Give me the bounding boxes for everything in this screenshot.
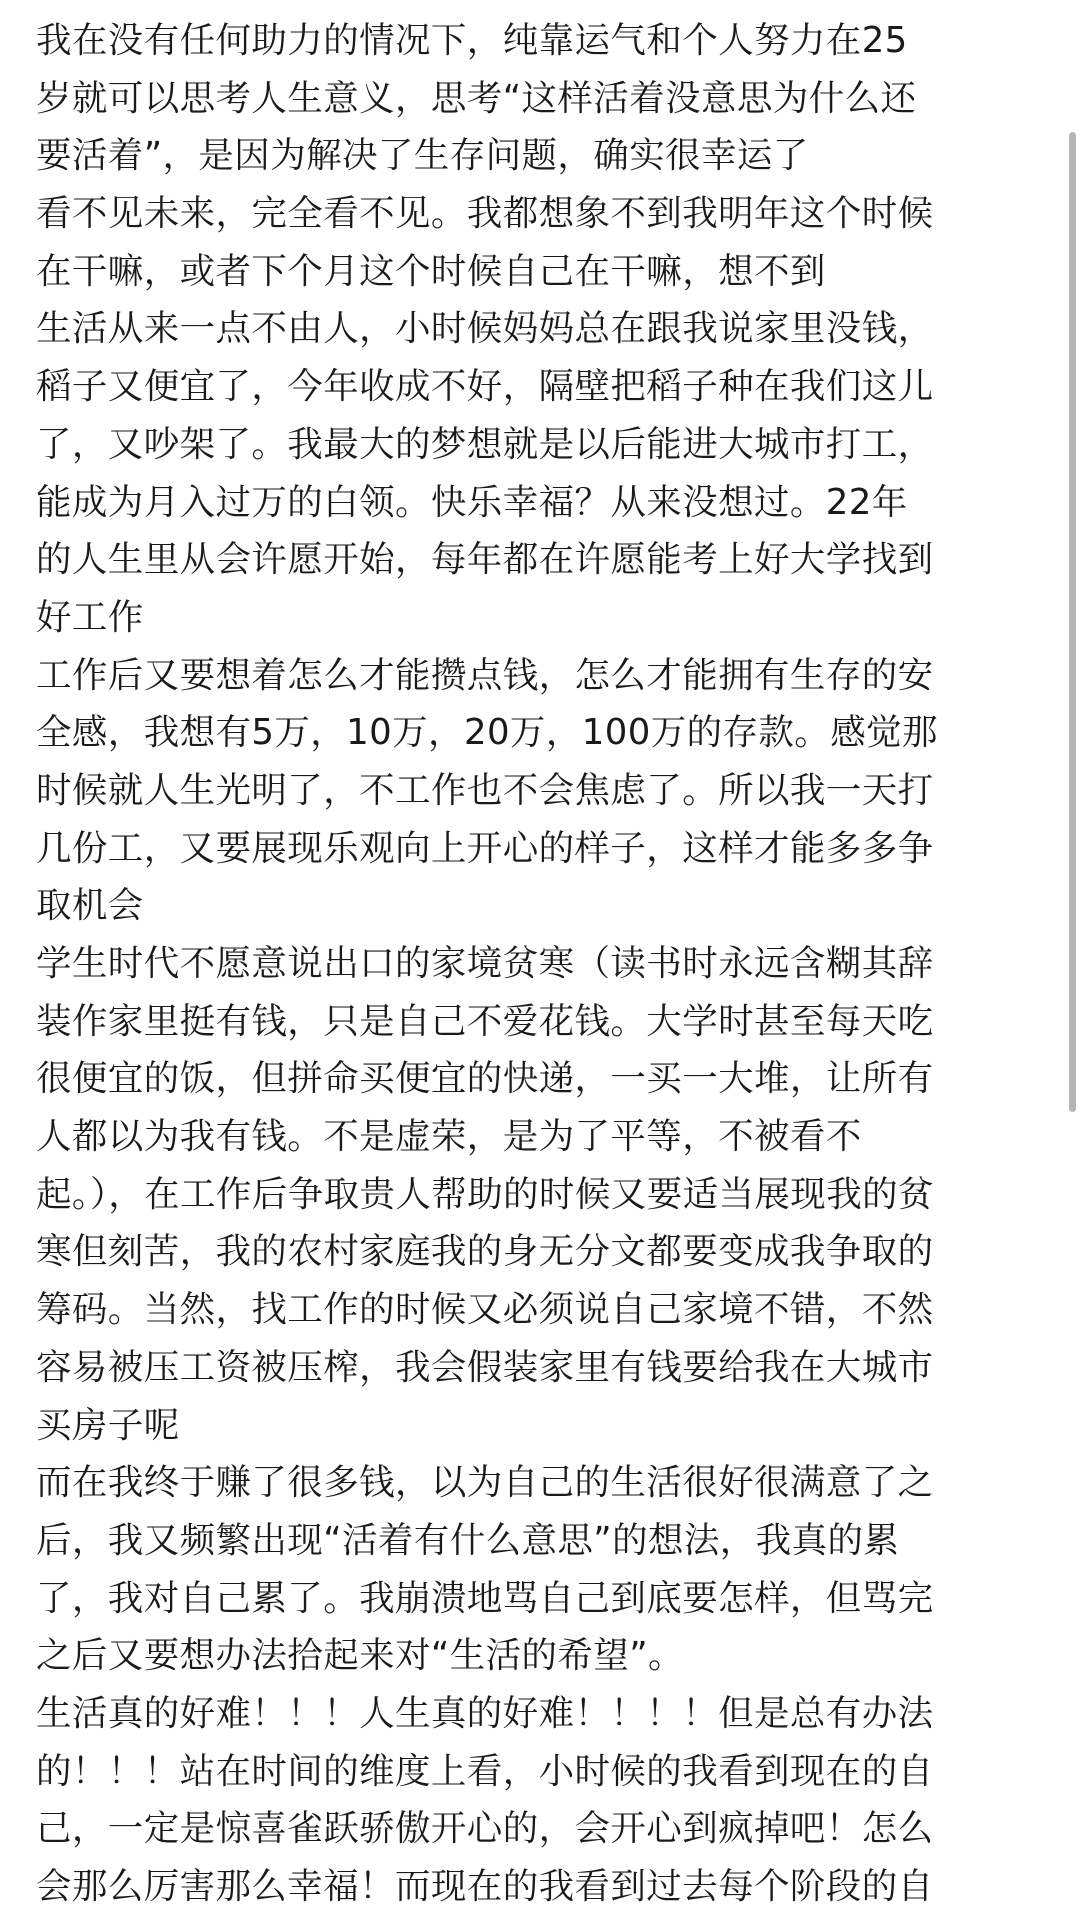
text-line: 很便宜的饭，但拼命买便宜的快递，一买一大堆，让所有 bbox=[36, 1058, 934, 1100]
paragraph-1 bbox=[36, 12, 1036, 185]
text-line: 而在我终于赚了很多钱，以为自己的生活很好很满意了之 bbox=[36, 1462, 934, 1504]
text-line: 岁就可以思考人生意义，思考“这样活着没意思为什么还 bbox=[36, 77, 917, 119]
text-line: 了，又吵架了。我最大的梦想就是以后能进大城市打工， bbox=[36, 423, 934, 465]
text-line: 要活着”，是因为解决了生存问题，确实很幸运了 bbox=[36, 135, 809, 177]
text-line: 稻子又便宜了，今年收成不好，隔壁把稻子种在我们这儿 bbox=[36, 366, 934, 408]
text-line: 筹码。当然，找工作的时候又必须说自己家境不错，不然 bbox=[36, 1289, 934, 1331]
text-line: 己，一定是惊喜雀跃骄傲开心的，会开心到疯掉吧！怎么 bbox=[36, 1808, 934, 1850]
article-body bbox=[36, 12, 1036, 1916]
paragraph-5 bbox=[36, 935, 1036, 1454]
text-line: 全感，我想有5万，10万，20万，100万的存款。感觉那 bbox=[36, 712, 938, 754]
text-line: 看不见未来，完全看不见。我都想象不到我明年这个时候 bbox=[36, 193, 934, 235]
paragraph-3 bbox=[36, 300, 1036, 646]
text-line: 人都以为我有钱。不是虚荣，是为了平等，不被看不 bbox=[36, 1116, 862, 1158]
vertical-scrollbar[interactable] bbox=[1069, 132, 1076, 1112]
text-line: 好工作 bbox=[36, 596, 144, 638]
text-line: 了，我对自己累了。我崩溃地骂自己到底要怎样，但骂完 bbox=[36, 1577, 934, 1619]
text-line: 的人生里从会许愿开始，每年都在许愿能考上好大学找到 bbox=[36, 539, 934, 581]
text-line: 时候就人生光明了，不工作也不会焦虑了。所以我一天打 bbox=[36, 769, 934, 811]
text-line: 会那么厉害那么幸福！而现在的我看到过去每个阶段的自 bbox=[36, 1866, 934, 1907]
text-line: 装作家里挺有钱，只是自己不爱花钱。大学时甚至每天吃 bbox=[36, 1000, 934, 1042]
paragraph-2 bbox=[36, 185, 1036, 300]
text-line: 我在没有任何助力的情况下，纯靠运气和个人努力在25 bbox=[36, 20, 908, 61]
text-line: 几份工，又要展现乐观向上开心的样子，这样才能多多争 bbox=[36, 827, 934, 869]
text-line: 买房子呢 bbox=[36, 1404, 180, 1446]
paragraph-7 bbox=[36, 1685, 1036, 1916]
text-line: 生活从来一点不由人，小时候妈妈总在跟我说家里没钱， bbox=[36, 308, 934, 350]
text-line: 之后又要想办法拾起来对“生活的希望”。 bbox=[36, 1635, 684, 1677]
text-line: 的！！！站在时间的维度上看，小时候的我看到现在的自 bbox=[36, 1750, 934, 1792]
text-line: 能成为月入过万的白领。快乐幸福？从来没想过。22年 bbox=[36, 481, 908, 523]
text-line: 容易被压工资被压榨，我会假装家里有钱要给我在大城市 bbox=[36, 1346, 934, 1388]
text-line: 在干嘛，或者下个月这个时候自己在干嘛，想不到 bbox=[36, 250, 826, 292]
text-line: 寒但刻苦，我的农村家庭我的身无分文都要变成我争取的 bbox=[36, 1231, 934, 1273]
text-line: 取机会 bbox=[36, 885, 144, 927]
text-line: 学生时代不愿意说出口的家境贫寒（读书时永远含糊其辞 bbox=[36, 943, 934, 984]
text-line: 后，我又频繁出现“活着有什么意思”的想法，我真的累 bbox=[36, 1519, 900, 1561]
text-line: 起。），在工作后争取贵人帮助的时候又要适当展现我的贫 bbox=[36, 1173, 934, 1215]
text-line: 生活真的好难！！！人生真的好难！！！！但是总有办法 bbox=[36, 1692, 934, 1734]
paragraph-4 bbox=[36, 647, 1036, 935]
text-line: 工作后又要想着怎么才能攒点钱，怎么才能拥有生存的安 bbox=[36, 654, 934, 696]
paragraph-6 bbox=[36, 1454, 1036, 1685]
